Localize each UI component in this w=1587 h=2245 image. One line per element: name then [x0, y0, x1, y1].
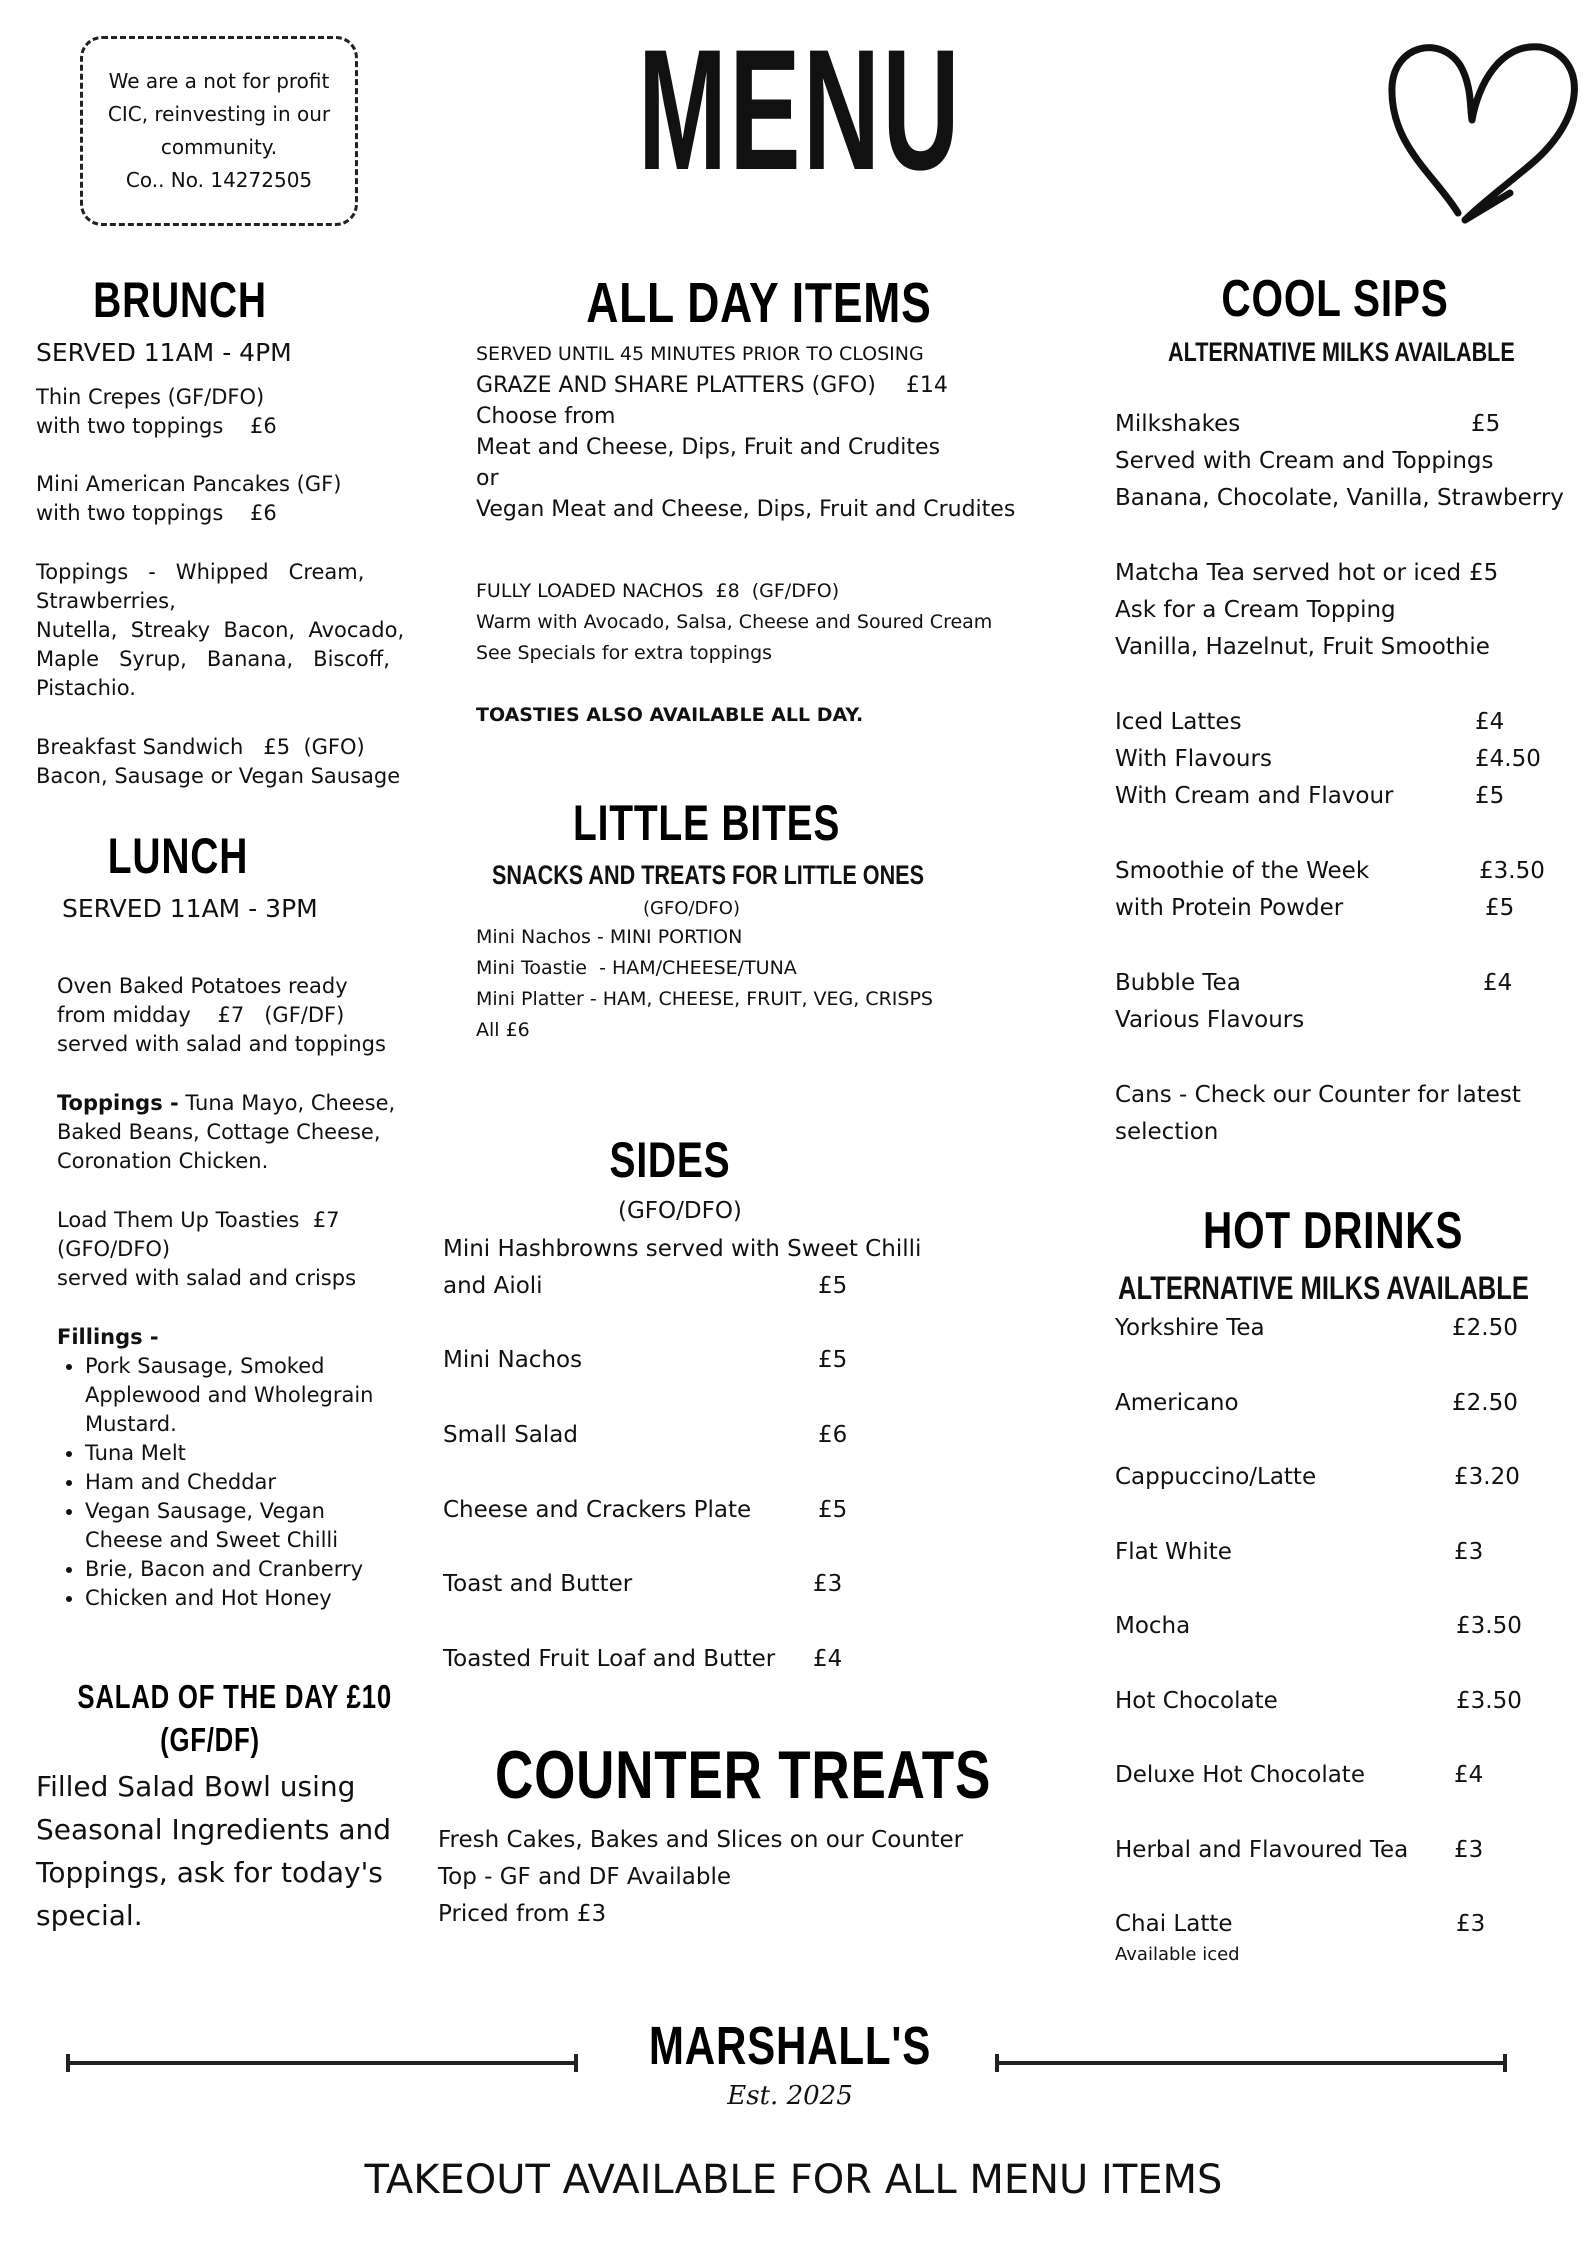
side-name: Toast and Butter — [443, 1571, 633, 1597]
hot-drinks-heading: HOT DRINKS — [1203, 1202, 1464, 1260]
side-name: Cheese and Crackers Plate — [443, 1497, 752, 1523]
drink-price: £3 — [1456, 1911, 1486, 1937]
drink-name: Matcha Tea served hot or iced — [1115, 560, 1462, 586]
drink-name: Bubble Tea — [1115, 970, 1241, 996]
menu-line: served with salad and crisps — [57, 1266, 357, 1290]
menu-line: Baked Beans, Cottage Cheese, — [57, 1120, 381, 1144]
menu-line: or — [476, 466, 499, 491]
menu-line: with two toppings £6 — [36, 414, 277, 438]
menu-line: Nutella, Streaky Bacon, Avocado, — [36, 618, 405, 642]
notice-line: community. — [160, 135, 278, 159]
drink-name: Herbal and Flavoured Tea — [1115, 1837, 1409, 1863]
side-name: Toasted Fruit Loaf and Butter — [443, 1646, 776, 1672]
menu-line: selection — [1115, 1119, 1219, 1145]
menu-line: Warm with Avocado, Salsa, Cheese and Soured Cream — [476, 611, 993, 633]
menu-line: Mini Platter - HAM, CHEESE, FRUIT, VEG, CRISPS — [476, 988, 933, 1010]
notice-line: We are a not for profit — [108, 69, 330, 93]
menu-line: Vegan Meat and Cheese, Dips, Fruit and Crudites — [476, 497, 1016, 522]
drink-price: £4 — [1483, 970, 1513, 996]
drink-row — [1115, 1385, 1555, 1459]
drink-name: Americano — [1115, 1390, 1239, 1416]
drink-row — [1115, 1832, 1555, 1906]
side-item — [443, 1417, 903, 1492]
cool-sips-heading: COOL SIPS — [1221, 270, 1449, 328]
cool-sips-list — [1115, 406, 1564, 1151]
toppings-label: Toppings - — [57, 1091, 179, 1115]
fillings-label: Fillings - — [57, 1325, 159, 1349]
menu-line: Mini American Pancakes (GF) — [36, 472, 342, 496]
drink-group — [1115, 1077, 1555, 1151]
drink-name: Hot Chocolate — [1115, 1688, 1278, 1714]
drink-price: £3.50 — [1456, 1688, 1522, 1714]
sides-heading: SIDES — [609, 1132, 731, 1188]
platters — [476, 370, 1015, 525]
filling-item: • Tuna Melt — [85, 1439, 387, 1468]
lunch-served: SERVED 11AM - 3PM — [62, 894, 318, 923]
menu-line: Filled Salad Bowl using — [36, 1770, 356, 1803]
divider-left — [66, 2054, 578, 2072]
drink-group — [1115, 853, 1555, 965]
drink-price: £5 — [1469, 560, 1499, 586]
filling-item: • Chicken and Hot Honey — [85, 1584, 387, 1613]
menu-line: All £6 — [476, 1019, 530, 1041]
side-item — [443, 1342, 903, 1417]
drink-name: Smoothie of the Week — [1115, 858, 1370, 884]
side-item — [443, 1492, 903, 1566]
drink-price: £3.50 — [1479, 858, 1545, 884]
all-day-heading: ALL DAY ITEMS — [586, 271, 932, 335]
menu-line: Meat and Cheese, Dips, Fruit and Crudites — [476, 435, 941, 460]
sides-diet: (GFO/DFO) — [618, 1198, 742, 1224]
side-item — [443, 1268, 903, 1342]
menu-line: Coronation Chicken. — [57, 1149, 269, 1173]
side-price: £3 — [813, 1571, 843, 1597]
drink-name: With Cream and Flavour — [1115, 783, 1394, 809]
drink-group — [1115, 965, 1555, 1077]
nachos — [476, 576, 992, 669]
little-bites-heading: LITTLE BITES — [573, 795, 841, 851]
menu-line: Mini Nachos - MINI PORTION — [476, 926, 743, 948]
cool-sips-subheading: ALTERNATIVE MILKS AVAILABLE — [1168, 337, 1515, 367]
drink-price: £5 — [1485, 895, 1515, 921]
side-name: Small Salad — [443, 1422, 578, 1448]
drink-row — [1115, 1683, 1555, 1757]
all-day-served: SERVED UNTIL 45 MINUTES PRIOR TO CLOSING — [476, 343, 924, 365]
chai-note: Available iced — [1115, 1944, 1240, 1965]
menu-line: Served with Cream and Toppings — [1115, 448, 1494, 474]
drink-name: Yorkshire Tea — [1115, 1315, 1265, 1341]
menu-line: with two toppings £6 — [36, 501, 277, 525]
drink-price: £2.50 — [1452, 1315, 1518, 1341]
hot-drinks-subheading: ALTERNATIVE MILKS AVAILABLE — [1118, 1270, 1529, 1306]
brunch-pancakes — [36, 470, 341, 528]
notice-line: CIC, reinvesting in our — [107, 102, 331, 126]
notice-line: Co.. No. 14272505 — [125, 168, 313, 192]
drink-row — [1115, 1757, 1555, 1832]
menu-line: Choose from — [476, 404, 616, 429]
drink-price: £4 — [1454, 1762, 1484, 1788]
menu-line: Banana, Chocolate, Vanilla, Strawberry — [1115, 485, 1564, 511]
menu-line: Top - GF and DF Available — [438, 1864, 732, 1890]
divider-right — [995, 2054, 1507, 2072]
platter-price: £14 — [905, 373, 948, 398]
salad-heading-line: (GF/DF) — [160, 1721, 260, 1758]
filling-item: • Pork Sausage, Smoked Applewood and Wholegrain Mustard. — [85, 1352, 387, 1439]
menu-line: Toppings - Whipped Cream, — [36, 560, 365, 584]
drink-group — [1115, 406, 1564, 555]
filling-item: • Ham and Cheddar — [85, 1468, 387, 1497]
side-price: £4 — [813, 1646, 843, 1672]
menu-line: Strawberries, — [36, 589, 176, 613]
menu-line: Mini Hashbrowns served with Sweet Chilli — [443, 1236, 922, 1262]
heart-icon — [1380, 25, 1587, 225]
menu-line: See Specials for extra toppings — [476, 642, 773, 664]
brand-name: MARSHALL'S — [648, 2016, 932, 2076]
drink-price: £5 — [1471, 411, 1501, 437]
brunch-heading: BRUNCH — [93, 272, 267, 328]
little-bites-diet: (GFO/DFO) — [643, 898, 740, 919]
drink-price: £2.50 — [1452, 1390, 1518, 1416]
drink-name: Iced Lattes — [1115, 709, 1242, 735]
sides-list — [443, 1231, 922, 1681]
cic-notice — [80, 36, 358, 226]
toasties-note: TOASTIES ALSO AVAILABLE ALL DAY. — [476, 704, 864, 726]
menu-line: Fresh Cakes, Bakes and Slices on our Counter — [438, 1827, 964, 1853]
platter-name: GRAZE AND SHARE PLATTERS (GFO) — [476, 373, 876, 398]
lunch-toasties — [57, 1206, 356, 1293]
menu-line: Ask for a Cream Topping — [1115, 597, 1396, 623]
drink-row — [1115, 1534, 1555, 1608]
menu-line: served with salad and toppings — [57, 1032, 386, 1056]
lunch-heading: LUNCH — [107, 828, 249, 884]
drink-group — [1115, 555, 1555, 704]
drink-row — [1115, 1459, 1555, 1534]
drink-price: £5 — [1475, 783, 1505, 809]
drink-name: with Protein Powder — [1115, 895, 1344, 921]
menu-line: Seasonal Ingredients and — [36, 1813, 392, 1846]
lunch-fillings — [57, 1323, 387, 1613]
menu-line: Maple Syrup, Banana, Biscoff, — [36, 647, 390, 671]
menu-line: Priced from £3 — [438, 1901, 607, 1927]
drink-price: £3 — [1454, 1539, 1484, 1565]
menu-line: Tuna Mayo, Cheese, — [178, 1091, 396, 1115]
drink-price: £4.50 — [1475, 746, 1541, 772]
drink-name: Cappuccino/Latte — [1115, 1464, 1317, 1490]
hot-drinks-list — [1115, 1310, 1555, 1967]
salad-description — [36, 1765, 391, 1937]
side-item — [443, 1641, 903, 1681]
brunch-served: SERVED 11AM - 4PM — [36, 338, 292, 367]
drink-price: £4 — [1475, 709, 1505, 735]
drink-group — [1115, 704, 1555, 853]
filling-item: • Vegan Sausage, Vegan Cheese and Sweet Chilli — [85, 1497, 387, 1555]
menu-line: (GFO/DFO) — [57, 1237, 171, 1261]
menu-line: Breakfast Sandwich £5 (GFO) — [36, 735, 365, 759]
side-price: £5 — [818, 1347, 848, 1373]
side-price: £5 — [818, 1497, 848, 1523]
drink-name: Deluxe Hot Chocolate — [1115, 1762, 1365, 1788]
side-price: £5 — [818, 1273, 848, 1299]
menu-line: Mini Toastie - HAM/CHEESE/TUNA — [476, 957, 797, 979]
side-price: £6 — [818, 1422, 848, 1448]
takeout-footer: TAKEOUT AVAILABLE FOR ALL MENU ITEMS — [364, 2157, 1223, 2203]
little-bites-list — [476, 922, 933, 1046]
lunch-toppings — [57, 1089, 395, 1176]
drink-row — [1115, 1310, 1555, 1385]
drink-row — [1115, 1608, 1555, 1683]
salad-heading-line: SALAD OF THE DAY £10 — [77, 1678, 392, 1715]
menu-line: FULLY LOADED NACHOS £8 (GF/DFO) — [476, 580, 840, 602]
drink-name: Chai Latte — [1115, 1911, 1233, 1937]
side-name: Mini Nachos — [443, 1347, 583, 1373]
brunch-crepes — [36, 383, 277, 441]
menu-line: Vanilla, Hazelnut, Fruit Smoothie — [1115, 634, 1490, 660]
menu-line: Oven Baked Potatoes ready — [57, 974, 348, 998]
menu-line: from midday £7 (GF/DF) — [57, 1003, 345, 1027]
menu-line: Load Them Up Toasties £7 — [57, 1208, 340, 1232]
lunch-potatoes — [57, 972, 386, 1059]
menu-line: Thin Crepes (GF/DFO) — [36, 385, 265, 409]
drink-name: Milkshakes — [1115, 411, 1241, 437]
drink-row — [1115, 1906, 1555, 1943]
drink-name: With Flavours — [1115, 746, 1272, 772]
counter-treats-heading: COUNTER TREATS — [495, 1737, 992, 1813]
menu-line: Toppings, ask for today's — [36, 1856, 383, 1889]
drink-name: Flat White — [1115, 1539, 1232, 1565]
salad-heading — [77, 1675, 392, 1761]
drink-name: Mocha — [1115, 1613, 1191, 1639]
side-name: and Aioli — [443, 1273, 543, 1299]
filling-item: • Brie, Bacon and Cranberry — [85, 1555, 387, 1584]
drink-price: £3.50 — [1456, 1613, 1522, 1639]
little-bites-subheading: SNACKS AND TREATS FOR LITTLE ONES — [492, 860, 924, 890]
page-title: MENU — [638, 14, 962, 206]
brand-established: Est. 2025 — [727, 2081, 853, 2111]
counter-treats-text — [438, 1822, 963, 1933]
menu-line: special. — [36, 1899, 143, 1932]
side-item — [443, 1566, 903, 1641]
menu-line: Bacon, Sausage or Vegan Sausage — [36, 764, 401, 788]
drink-price: £3.20 — [1454, 1464, 1520, 1490]
menu-line: Various Flavours — [1115, 1007, 1305, 1033]
brunch-toppings — [36, 558, 404, 703]
menu-line: Pistachio. — [36, 676, 136, 700]
menu-line: Cans - Check our Counter for latest — [1115, 1082, 1521, 1108]
drink-price: £3 — [1454, 1837, 1484, 1863]
brunch-sandwich — [36, 733, 400, 791]
